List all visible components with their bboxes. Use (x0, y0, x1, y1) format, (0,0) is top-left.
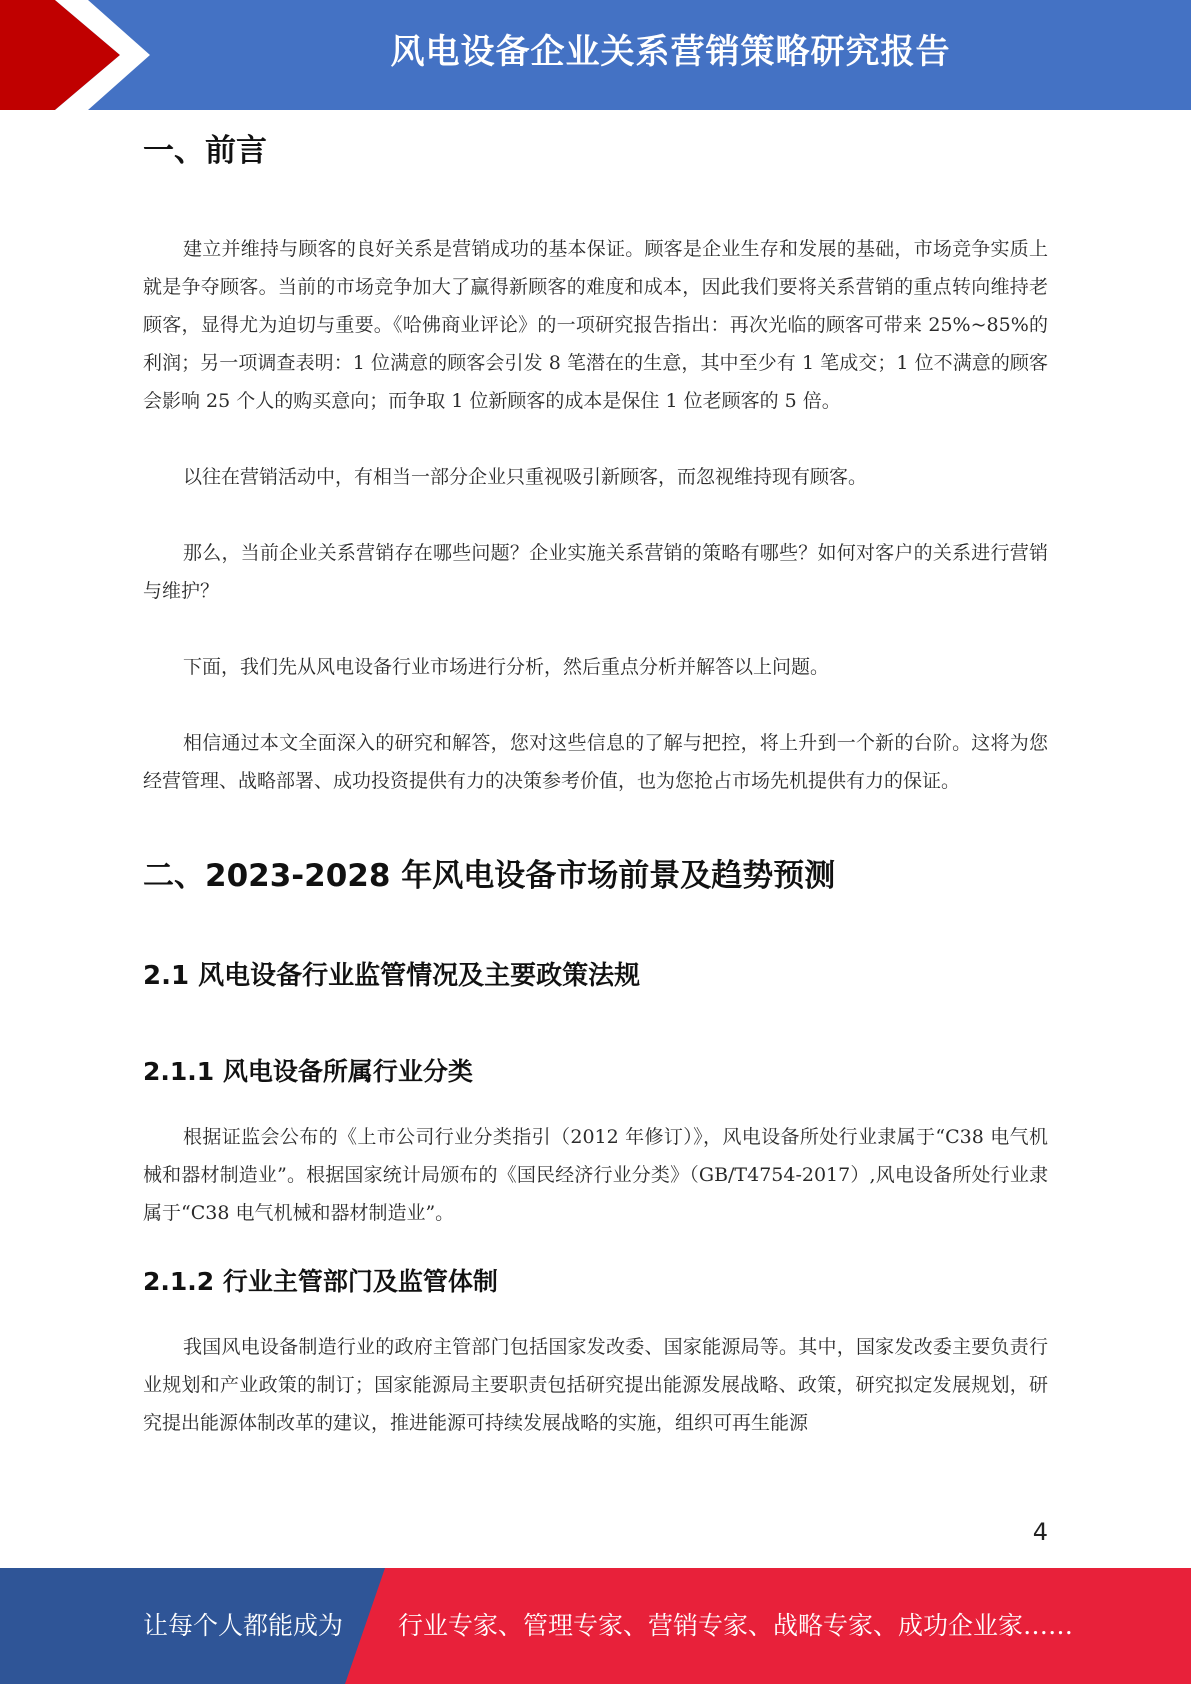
page-footer (0, 1568, 1191, 1684)
preface-paragraph-3: 那么，当前企业关系营销存在哪些问题？企业实施关系营销的策略有哪些？如何对客户的关系进行营销与维护？ (143, 542, 1048, 602)
subsection-heading-regulation: 2.1 风电设备行业监管情况及主要政策法规 (143, 961, 641, 991)
page-number: 4 (1032, 1518, 1048, 1546)
preface-paragraph-1: 建立并维持与顾客的良好关系是营销成功的基本保证。顾客是企业生存和发展的基础，市场竞争实质上就是争夺顾客。当前的市场竞争加大了赢得新顾客的难度和成本，因此我们要将关系营销的重点转向维持老顾客，显得尤为迫切与重要。《哈佛商业评论》的一项研究报告指出：再次光临的顾客可带来 25%~85%的利润；另一项调查表明：1 位满意的顾客会引发 8 笔潜在的生意，其中至少有 1 笔成交；1 位不满意的顾客会影响 25 个人的购买意向；而争取 1 位新顾客的成本是保住 1 位老顾客的 5 倍。 (143, 238, 1048, 412)
preface-paragraph-4: 下面，我们先从风电设备行业市场进行分析，然后重点分析并解答以上问题。 (183, 656, 830, 678)
classification-paragraph: 根据证监会公布的《上市公司行业分类指引（2012 年修订）》，风电设备所处行业隶属于“C38 电气机械和器材制造业”。根据国家统计局颁布的《国民经济行业分类》（GB/T4754-2017）,风电设备所处行业隶属于“C38 电气机械和器材制造业”。 (143, 1126, 1048, 1224)
authorities-paragraph: 我国风电设备制造行业的政府主管部门包括国家发改委、国家能源局等。其中，国家发改委主要负责行业规划和产业政策的制订；国家能源局主要职责包括研究提出能源发展战略、政策，研究拟定发展规划，研究提出能源体制改革的建议，推进能源可持续发展战略的实施，组织可再生能源 (143, 1336, 1048, 1434)
section-heading-market-outlook: 二、2023-2028 年风电设备市场前景及趋势预测 (143, 858, 836, 894)
section-heading-preface: 一、前言 (143, 133, 267, 169)
preface-paragraph-5: 相信通过本文全面深入的研究和解答，您对这些信息的了解与把控，将上升到一个新的台阶。这将为您经营管理、战略部署、成功投资提供有力的决策参考价值，也为您抢占市场先机提供有力的保证。 (143, 732, 1048, 792)
preface-paragraph-2: 以往在营销活动中，有相当一部分企业只重视吸引新顾客，而忽视维持现有顾客。 (183, 466, 868, 488)
page-header (0, 0, 1191, 110)
subsubsection-heading-classification: 2.1.1 风电设备所属行业分类 (143, 1057, 473, 1086)
footer-slogan-left: 让每个人都能成为 (143, 1611, 344, 1640)
report-title: 风电设备企业关系营销策略研究报告 (390, 32, 951, 72)
footer-slogan-right: 行业专家、管理专家、营销专家、战略专家、成功企业家…… (398, 1611, 1074, 1640)
subsubsection-heading-authorities: 2.1.2 行业主管部门及监管体制 (143, 1267, 498, 1296)
page-content (143, 125, 1048, 1442)
